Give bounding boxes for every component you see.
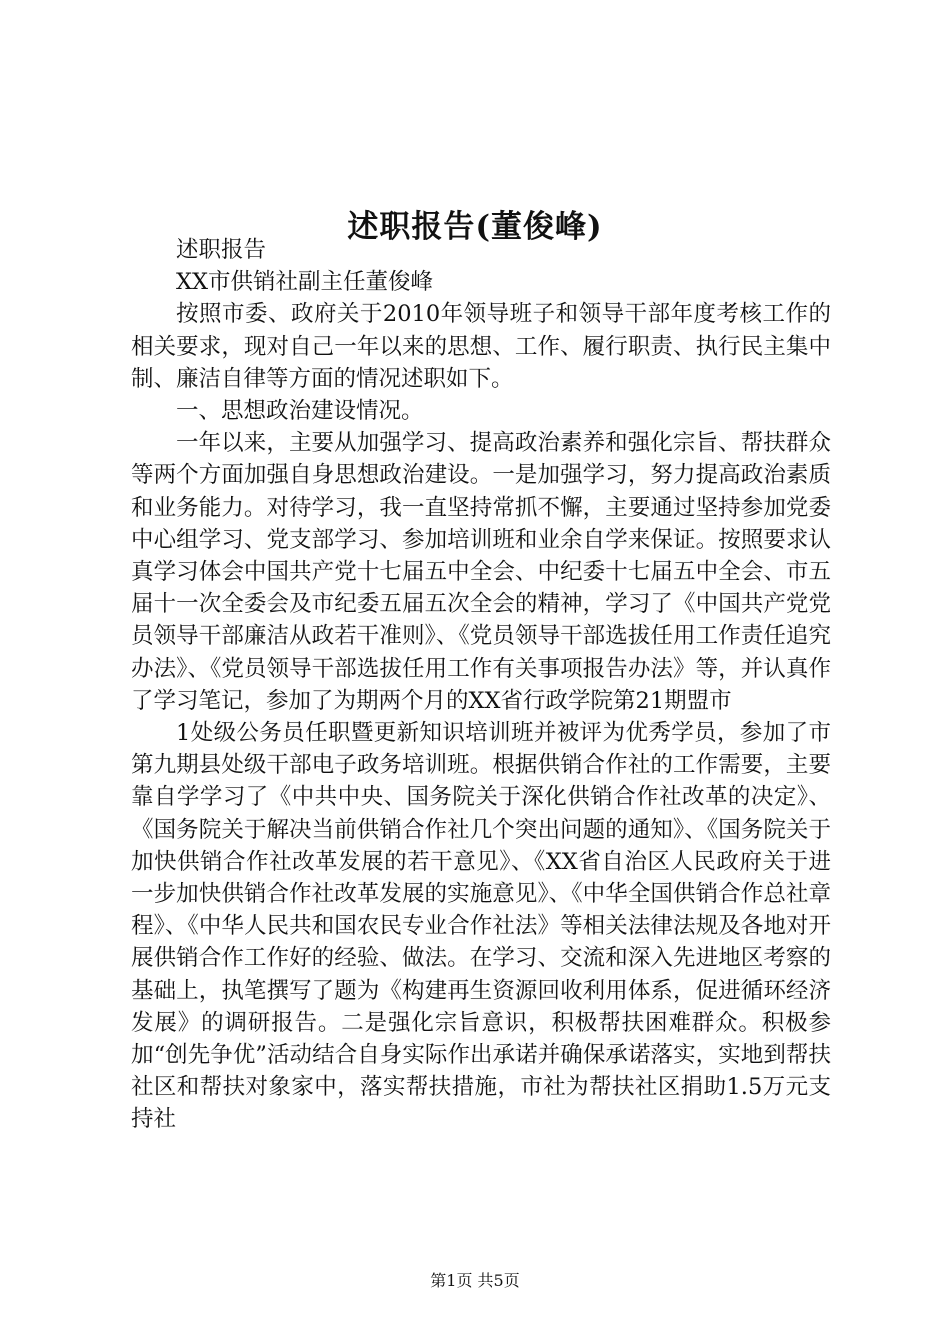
document-body	[131, 234, 831, 1136]
paragraph-body: 1处级公务员任职暨更新知识培训班并被评为优秀学员，参加了市第九期县处级干部电子政务培训班。根据供销合作社的工作需要，主要靠自学学习了《中共中央、国务院关于深化供销合作社改革的决定》、《国务院关于解决当前供销合作社几个突出问题的通知》、《国务院关于加快供销合作社改革发展的若干意见》、《XX省自治区人民政府关于进一步加快供销合作社改革发展的实施意见》、《中华全国供销合作总社章程》、《中华人民共和国农民专业合作社法》等相关法律法规及各地对开展供销合作工作好的经验、做法。在学习、交流和深入先进地区考察的基础上，执笔撰写了题为《构建再生资源回收利用体系，促进循环经济发展》的调研报告。二是强化宗旨意识，积极帮扶困难群众。积极参加“创先争优”活动结合自身实际作出承诺并确保承诺落实，实地到帮扶社区和帮扶对象家中，落实帮扶措施，市社为帮扶社区捐助1.5万元支持社	[131, 720, 831, 1133]
paragraph-heading: 述职报告	[176, 237, 267, 263]
paragraph-body: 一年以来，主要从加强学习、提高政治素养和强化宗旨、帮扶群众等两个方面加强自身思想政治建设。一是加强学习，努力提高政治素质和业务能力。对待学习，我一直坚持常抓不懈，主要通过坚持参加党委中心组学习、党支部学习、参加培训班和业余自学来保证。按照要求认真学习体会中国共产党十七届五中全会、中纪委十七届五中全会、市五届十一次全委会及市纪委五届五次全会的精神，学习了《中国共产党党员领导干部廉洁从政若干准则》、《党员领导干部选拔任用工作责任追究办法》、《党员领导干部选拔任用工作有关事项报告办法》等，并认真作了学习笔记，参加了为期两个月的XX省行政学院第21期盟市	[131, 430, 831, 714]
page-number: 第1页 共5页	[430, 1271, 520, 1290]
page-title: 述职报告(董俊峰)	[347, 208, 603, 245]
paragraph-intro: 按照市委、政府关于2010年领导班子和领导干部年度考核工作的相关要求，现对自己一年以来的思想、工作、履行职责、执行民主集中制、廉洁自律等方面的情况述职如下。	[131, 301, 831, 392]
paragraph-author: XX市供销社副主任董俊峰	[176, 269, 434, 296]
section-heading: 一、思想政治建设情况。	[176, 398, 424, 425]
